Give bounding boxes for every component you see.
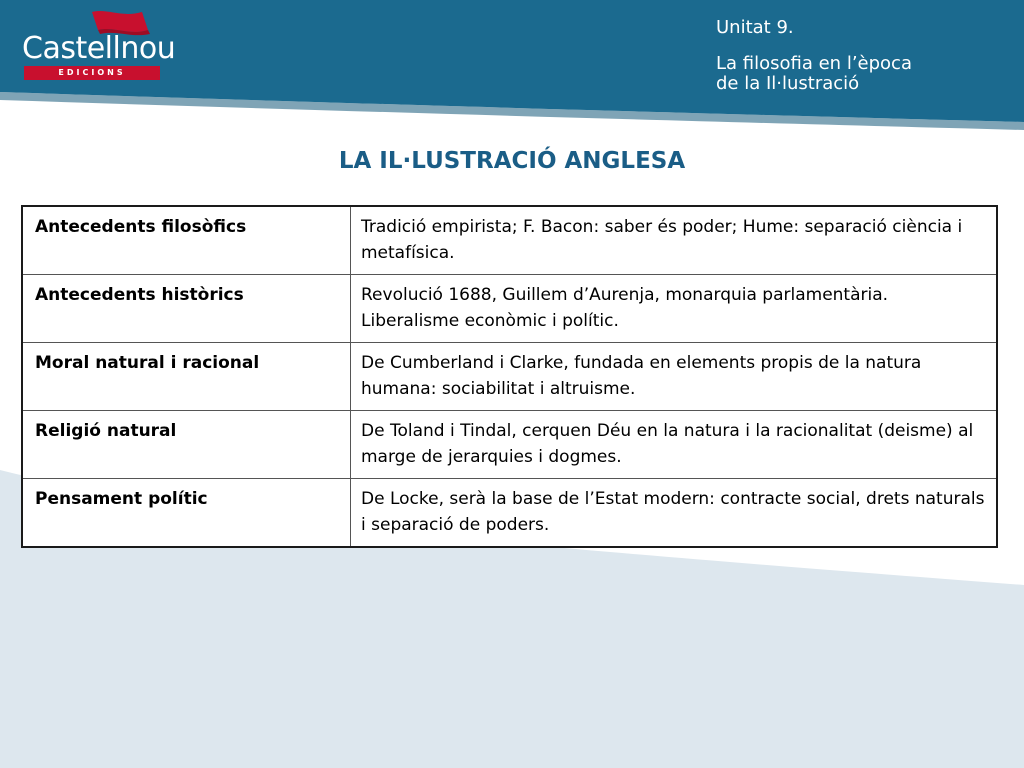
row-value: Tradició empirista; F. Bacon: saber és poder; Hume: separació ciència i metafísica. bbox=[351, 206, 998, 275]
summary-table bbox=[21, 205, 998, 548]
unit-heading bbox=[716, 18, 1016, 94]
unit-subtitle-line1: La filosofia en l’època bbox=[716, 53, 912, 74]
row-value: De Toland i Tindal, cerquen Déu en la natura i la racionalitat (deisme) al marge de jerarquies i dogmes. bbox=[351, 411, 998, 479]
row-key: Antecedents filosòfics bbox=[22, 206, 351, 275]
row-value: De Locke, serà la base de l’Estat modern: contracte social, drets naturals i separació de poders. bbox=[351, 479, 998, 548]
table-row bbox=[22, 343, 997, 411]
table-row bbox=[22, 206, 997, 275]
castellnou-logo bbox=[22, 8, 176, 78]
page-title: LA IL·LUSTRACIÓ ANGLESA bbox=[338, 148, 686, 174]
row-value: De Cumberland i Clarke, fundada en elements propis de la natura humana: sociabilitat i altruisme. bbox=[351, 343, 998, 411]
table-row bbox=[22, 275, 997, 343]
row-key: Moral natural i racional bbox=[22, 343, 351, 411]
row-key: Antecedents històrics bbox=[22, 275, 351, 343]
table-row bbox=[22, 479, 997, 548]
row-key: Religió natural bbox=[22, 411, 351, 479]
logo-name: Castellnou bbox=[22, 31, 176, 66]
logo-tagline: EDICIONS bbox=[24, 66, 160, 80]
unit-subtitle-line2: de la Il·lustració bbox=[716, 73, 860, 94]
row-key: Pensament polític bbox=[22, 479, 351, 548]
table-row bbox=[22, 411, 997, 479]
row-value: Revolució 1688, Guillem d’Aurenja, monarquia parlamentària. Liberalisme econòmic i polític. bbox=[351, 275, 998, 343]
unit-title: Unitat 9. bbox=[716, 17, 794, 38]
